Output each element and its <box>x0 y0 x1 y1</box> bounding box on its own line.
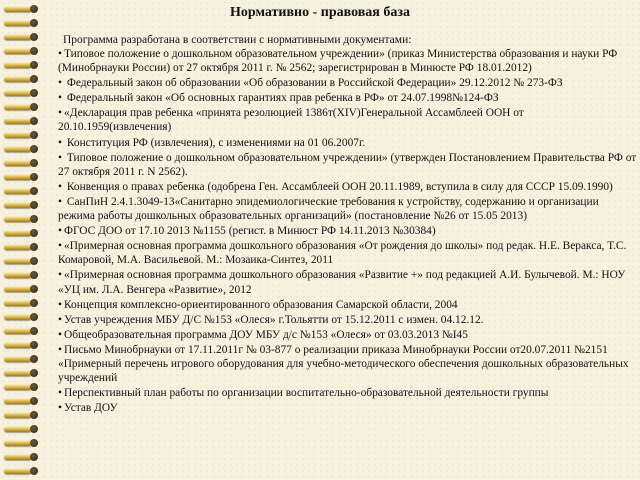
spiral-ring <box>4 438 40 448</box>
document-list-item-text: Общеобразовательная программа ДОУ МБУ д/с №153 «Олеся» от 03.03.2013 №I45 <box>64 328 468 341</box>
bullet-icon: • <box>58 402 62 415</box>
spiral-ring <box>4 214 40 224</box>
document-list-item <box>58 268 638 296</box>
bullet-icon: • <box>58 151 62 164</box>
bullet-icon: • <box>58 107 62 120</box>
spiral-ring <box>4 18 40 28</box>
spiral-ring <box>4 270 40 280</box>
document-list-item <box>58 298 638 312</box>
document-list-item <box>58 106 638 134</box>
document-list-item <box>58 91 638 105</box>
spiral-ring <box>4 396 40 406</box>
bullet-icon: • <box>58 195 62 208</box>
spiral-ring <box>4 228 40 238</box>
bullet-icon: • <box>58 48 62 60</box>
document-list-item <box>58 328 638 342</box>
spiral-ring <box>4 354 40 364</box>
document-list-item-text: Перспективный план работы по организации воспитательно-образовательной деятельности группы <box>64 387 549 400</box>
spiral-ring <box>4 410 40 420</box>
document-list-item-text: Федеральный закон об образовании «Об образовании в Российской Федерации» 29.12.2012 № 273-ФЗ <box>64 77 563 90</box>
spiral-ring <box>4 452 40 462</box>
spiral-ring <box>4 312 40 322</box>
spiral-ring <box>4 74 40 84</box>
bullet-icon: • <box>58 180 62 193</box>
slide-content <box>55 0 640 480</box>
spiral-ring <box>4 186 40 196</box>
document-list-item-text: Типовое положение о дошкольном образовательном учреждении» (утвержден Постановлением Правительства РФ от 27 октября 2011 г. N 2562). <box>58 151 637 178</box>
document-list-item-text: Федеральный закон «Об основных гарантиях прав ребенка в РФ» от 24.07.1998№124-ФЗ <box>64 92 499 105</box>
spiral-ring <box>4 242 40 252</box>
document-list-item <box>58 76 638 90</box>
bullet-icon: • <box>58 387 62 400</box>
spiral-ring <box>4 88 40 98</box>
spiral-ring <box>4 424 40 434</box>
document-list-item-text: Концепция комплексно-ориентированного образования Самарской области, 2004 <box>64 298 458 311</box>
intro-text: Программа разработана в соответствии с нормативными документами: <box>63 34 412 46</box>
spiral-ring <box>4 144 40 154</box>
document-list-item <box>58 195 638 223</box>
spiral-ring <box>4 116 40 126</box>
spiral-ring <box>4 466 40 476</box>
document-list-item-text: Письмо Минобрнауки от 17.11.2011г № 03-877 о реализации приказа Минобрнауки России от20.07.2011 №2151 «Примерный перечень игрового оборудования для учебно-методического обеспечения дошкольных образовательных учреждений <box>58 343 629 385</box>
document-list-item <box>58 401 638 415</box>
bullet-icon: • <box>58 298 62 311</box>
spiral-ring <box>4 4 40 14</box>
spiral-ring <box>4 284 40 294</box>
document-list-item-text: Устав ДОУ <box>64 402 118 415</box>
spiral-ring <box>4 200 40 210</box>
document-list <box>58 47 638 416</box>
document-list-item-text: «Примерная основная программа дошкольного образования «От рождения до школы» под редак. Н.Е. Веракса, Т.С. Комаровой, М.А. Васильевой. М.: Мозаика-Синтез, 2011 <box>58 240 627 267</box>
slide-title: Нормативно - правовая база <box>230 5 411 20</box>
document-list-item <box>58 386 638 400</box>
bullet-icon: • <box>58 240 62 253</box>
document-list-item <box>58 47 638 75</box>
document-list-item <box>58 239 638 267</box>
spiral-binding <box>0 0 46 480</box>
document-list-item <box>58 151 638 179</box>
document-list-item <box>58 343 638 385</box>
spiral-ring <box>4 158 40 168</box>
document-list-item-text: Конституция РФ (извлечения), с изменениями на 01 06.2007г. <box>64 136 366 149</box>
spiral-ring <box>4 368 40 378</box>
bullet-icon: • <box>58 328 62 341</box>
document-list-item <box>58 136 638 150</box>
document-list-item-text: «Примерная основная программа дошкольного образования «Развитие +» под редакцией А.И. Булычевой. М.: НОУ «УЦ им. Л.А. Венгера «Развитие», 2012 <box>58 269 626 296</box>
spiral-ring <box>4 340 40 350</box>
bullet-icon: • <box>58 92 62 105</box>
spiral-ring <box>4 298 40 308</box>
spiral-ring <box>4 326 40 336</box>
spiral-ring <box>4 32 40 42</box>
document-list-item-text: ФГОС ДОО от 17.10 2013 №1155 (регист. в Минюст РФ 14.11.2013 №30384) <box>64 225 436 238</box>
document-list-item <box>58 180 638 194</box>
spiral-ring <box>4 102 40 112</box>
document-list-item <box>58 313 638 327</box>
document-list-item-text: СанПиН 2.4.1.3049-13«Санитарно эпидемиологические требования к устройству, содержанию и организации режима работы дошкольных образовательных организаций» (постановление №26 от 15.05 2013) <box>58 195 599 223</box>
document-list-item-text: Конвенция о правах ребенка (одобрена Ген. Ассамблеей ООН 20.11.1989, вступила в силу для СССР 15.09.1990) <box>64 180 613 193</box>
spiral-ring <box>4 46 40 56</box>
spiral-ring <box>4 60 40 70</box>
bullet-icon: • <box>58 343 62 356</box>
spiral-ring <box>4 172 40 182</box>
bullet-icon: • <box>58 313 62 326</box>
document-list-item-text: «Декларация прав ребенка «принята резолюцией 1386т(XIV)Генеральной Ассамблеей ООН от 20.10.1959(извлечения) <box>58 107 524 134</box>
document-list-item <box>58 224 638 238</box>
document-list-item-text: Устав учреждения МБУ Д/С №153 «Олеся» г.Тольятти от 15.12.2011 с измен. 04.12.12. <box>64 313 484 326</box>
bullet-icon: • <box>58 77 62 90</box>
spiral-ring <box>4 382 40 392</box>
bullet-icon: • <box>58 225 62 238</box>
spiral-ring <box>4 130 40 140</box>
bullet-icon: • <box>58 269 62 282</box>
spiral-ring <box>4 256 40 266</box>
bullet-icon: • <box>58 136 62 149</box>
document-list-item-text: Типовое положение о дошкольном образовательном учреждении» (приказ Министерства образования и науки РФ (Минобрнауки России) от 27 октября 2011 г. № 2562; зарегистрирован в Минюсте РФ 18.01.2012) <box>58 48 618 75</box>
